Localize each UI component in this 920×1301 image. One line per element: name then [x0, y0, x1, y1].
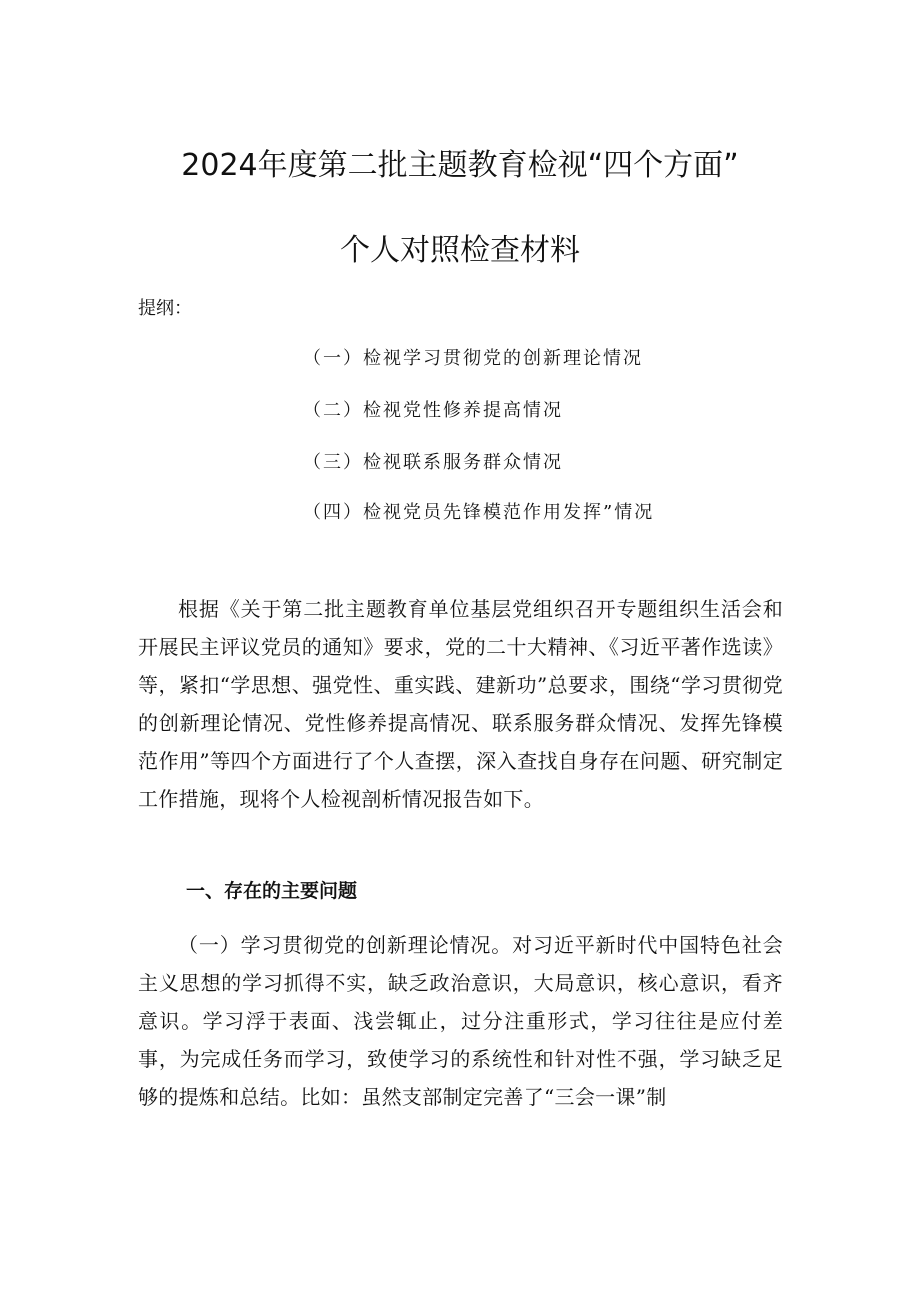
outline-item: （一）检视学习贯彻党的创新理论情况 [303, 348, 643, 369]
section-heading: 一、存在的主要问题 [186, 880, 358, 902]
intro-paragraph: 根据《关于第二批主题教育单位基层党组织召开专题组织生活会和开展民主评议党员的通知》要求，党的二十大精神、《习近平著作选读》等，紧扣“学思想、强党性、重实践、建新功”总要求，围绕“学习贯彻党的创新理论情况、党性修养提高情况、联系服务群众情况、发挥先锋模范作用”等四个方面进行了个人查摆，深入查找自身存在问题、研究制定工作措施，现将个人检视剖析情况报告如下。 [138, 597, 783, 811]
section-paragraph: （一）学习贯彻党的创新理论情况。对习近平新时代中国特色社会主义思想的学习抓得不实，缺乏政治意识，大局意识，核心意识，看齐意识。学习浮于表面、浅尝辄止，过分注重形式，学习往往是应付差事，为完成任务而学习，致使学习的系统性和针对性不强，学习缺乏足够的提炼和总结。比如：虽然支部制定完善了“三会一课”制 [138, 933, 783, 1109]
outline-item: （三）检视联系服务群众情况 [303, 452, 563, 473]
document-title-line-1: 2024年度第二批主题教育检视“四个方面” [181, 148, 739, 183]
document-title-line-2: 个人对照检查材料 [340, 233, 580, 268]
outline-item: （二）检视党性修养提高情况 [303, 400, 563, 421]
outline-item: （四）检视党员先锋模范作用发挥”情况 [303, 502, 655, 523]
outline-label: 提纲： [138, 298, 192, 319]
